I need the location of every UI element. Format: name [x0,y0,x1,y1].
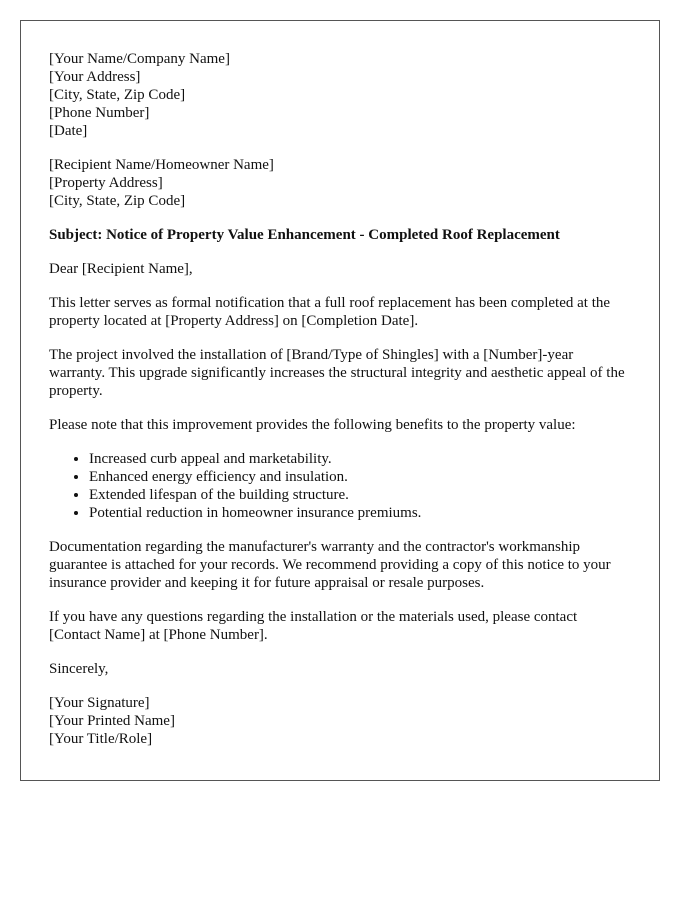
paragraph-documentation: Documentation regarding the manufacturer's warranty and the contractor's workmanship guarantee is attached for your records. We recommend providing a copy of this notice to your insurance provider and keeping it for future appraisal or resale purposes. [49,539,611,591]
signature-line: [Your Signature] [49,695,150,711]
letter-page [20,20,660,781]
list-item: • Extended lifespan of the building structure. [89,486,631,504]
paragraph-project: The project involved the installation of [Brand/Type of Shingles] with a [Number]-year warranty. This upgrade significantly increases the structural integrity and aesthetic appeal of the property. [49,347,625,399]
sender-city-state-zip: [City, State, Zip Code] [49,87,186,103]
paragraph-benefits-intro: Please note that this improvement provides the following benefits to the property value: [49,417,576,433]
paragraph-contact: If you have any questions regarding the installation or the materials used, please contact [Contact Name] at [Phone Number]. [49,609,578,643]
printed-name: [Your Printed Name] [49,713,175,729]
signature-block [49,694,631,748]
signer-title: [Your Title/Role] [49,731,153,747]
sender-phone: [Phone Number] [49,105,150,121]
list-item: • Potential reduction in homeowner insurance premiums. [89,504,631,522]
paragraph-notification: This letter serves as formal notification that a full roof replacement has been completed at the property located at [Property Address] on [Completion Date]. [49,295,611,329]
letter-date: [Date] [49,123,88,139]
sender-name: [Your Name/Company Name] [49,51,230,67]
sender-block [49,50,631,140]
recipient-address: [Property Address] [49,175,163,191]
recipient-city-state-zip: [City, State, Zip Code] [49,193,186,209]
recipient-block [49,156,631,210]
benefits-list [49,450,631,522]
sign-off: Sincerely, [49,661,109,677]
recipient-name: [Recipient Name/Homeowner Name] [49,157,274,173]
salutation: Dear [Recipient Name], [49,261,193,277]
sender-address: [Your Address] [49,69,141,85]
list-item: • Enhanced energy efficiency and insulation. [89,468,631,486]
list-item: • Increased curb appeal and marketability. [89,450,631,468]
subject-line: Subject: Notice of Property Value Enhancement - Completed Roof Replacement [49,227,560,243]
